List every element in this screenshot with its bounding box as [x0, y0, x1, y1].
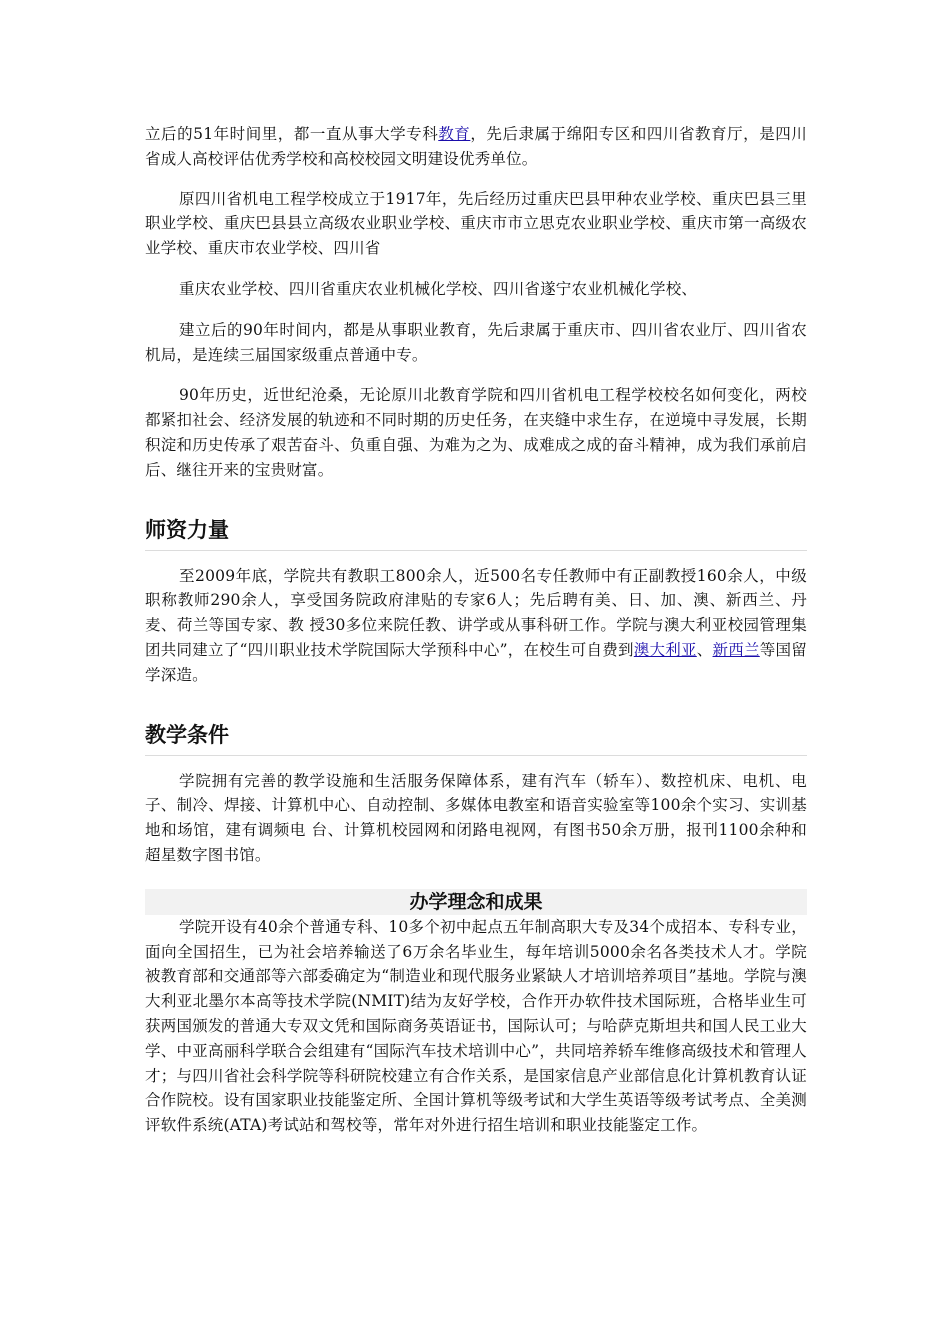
history-paragraph-5: 90年历史，近世纪沧桑，无论原川北教育学院和四川省机电工程学校校名如何变化，两校都紧扣社会、经济发展的轨迹和不同时期的历史任务，在夹缝中求生存，在逆境中寻发展，长期积淀和历史传承了艰苦奋斗、负重自强、为难为之为、成难成之成的奋斗精神，成为我们承前启后、继往开来的宝贵财富。 [145, 386, 807, 479]
history-text-end: ，先后隶属于绵阳专区和四川省教育厅，是四川省成人高校评估优秀学校和高校校园文明建设优秀单位。 [145, 125, 807, 168]
australia-link[interactable]: 澳大利亚 [633, 640, 697, 659]
history-text-start: 立后的51年时间里，都一直从事大学专科 [145, 125, 439, 143]
document-page [145, 122, 807, 1138]
philosophy-paragraph: 学院开设有40余个普通专科、10多个初中起点五年制高职大专及34个成招本、专科专业，面向全国招生，已为社会培养输送了6万余名毕业生，每年培训5000余名各类技术人才。学院被教育部和交通部等六部委确定为“制造业和现代服务业紧缺人才培训培养项目”基地。学院与澳大利亚北墨尔本高等技术学院(NMIT)结为友好学校，合作开办软件技术国际班，合格毕业生可获两国颁发的普通大专双文凭和国际商务英语证书，国际认可；与哈萨克斯坦共和国人民工业大学、中亚高丽科学联合会组建有“国际汽车技术培训中心”，共同培养轿车维修高级技术和管理人才；与四川省社会科学院等科研院校建立有合作关系，是国家信息产业部信息化计算机教育认证合作院校。设有国家职业技能鉴定所、全国计算机等级考试和大学生英语等级考试考点、全美测评软件系统(ATA)考试站和驾校等，常年对外进行招生培训和职业技能鉴定工作。 [145, 917, 807, 1135]
link-separator: 、 [696, 640, 713, 659]
faculty-paragraph [145, 564, 807, 688]
philosophy-heading: 办学理念和成果 [145, 889, 807, 915]
history-paragraph-4: 建立后的90年时间内，都是从事职业教育，先后隶属于重庆市、四川省农业厅、四川省农机局，是连续三届国家级重点普通中专。 [145, 320, 807, 364]
history-paragraph-2: 原四川省机电工程学校成立于1917年，先后经历过重庆巴县甲种农业学校、重庆巴县三里职业学校、重庆巴县县立高级农业职业学校、重庆市市立思克农业职业学校、重庆市第一高级农业学校、重庆市农业学校、四川省 [145, 189, 807, 258]
history-paragraph-1 [145, 122, 807, 172]
teaching-conditions-heading: 教学条件 [145, 721, 807, 756]
faculty-text-start: 至2009年底，学院共有教职工800余人，近500名专任教师中有正副教授160余人，中级职称教师290余人，享受国务院政府津贴的专家6人；先后聘有美、日、加、澳、新西兰、丹麦、荷兰等国专家、教 授30多位来院任教、讲学或从事科研工作。学院与澳大利亚校园管理集团共同建立了“四川职业技术学院国际大学预科中心”，在校生可自费到 [145, 566, 807, 659]
teaching-conditions-paragraph: 学院拥有完善的教学设施和生活服务保障体系，建有汽车（轿车）、数控机床、电机、电子、制冷、焊接、计算机中心、自动控制、多媒体电教室和语音实验室等100余个实习、实训基地和场馆，建有调频电 台、计算机校园网和闭路电视网，有图书50余万册，报刊1100余种和超星数字图书馆。 [145, 771, 807, 864]
education-link[interactable]: 教育 [438, 125, 471, 143]
faculty-text-end: 等国留学深造。 [145, 640, 807, 684]
history-paragraph-3: 重庆农业学校、四川省重庆农业机械化学校、四川省遂宁农业机械化学校、 [179, 279, 698, 298]
faculty-heading: 师资力量 [145, 516, 807, 551]
new-zealand-link[interactable]: 新西兰 [712, 640, 760, 659]
